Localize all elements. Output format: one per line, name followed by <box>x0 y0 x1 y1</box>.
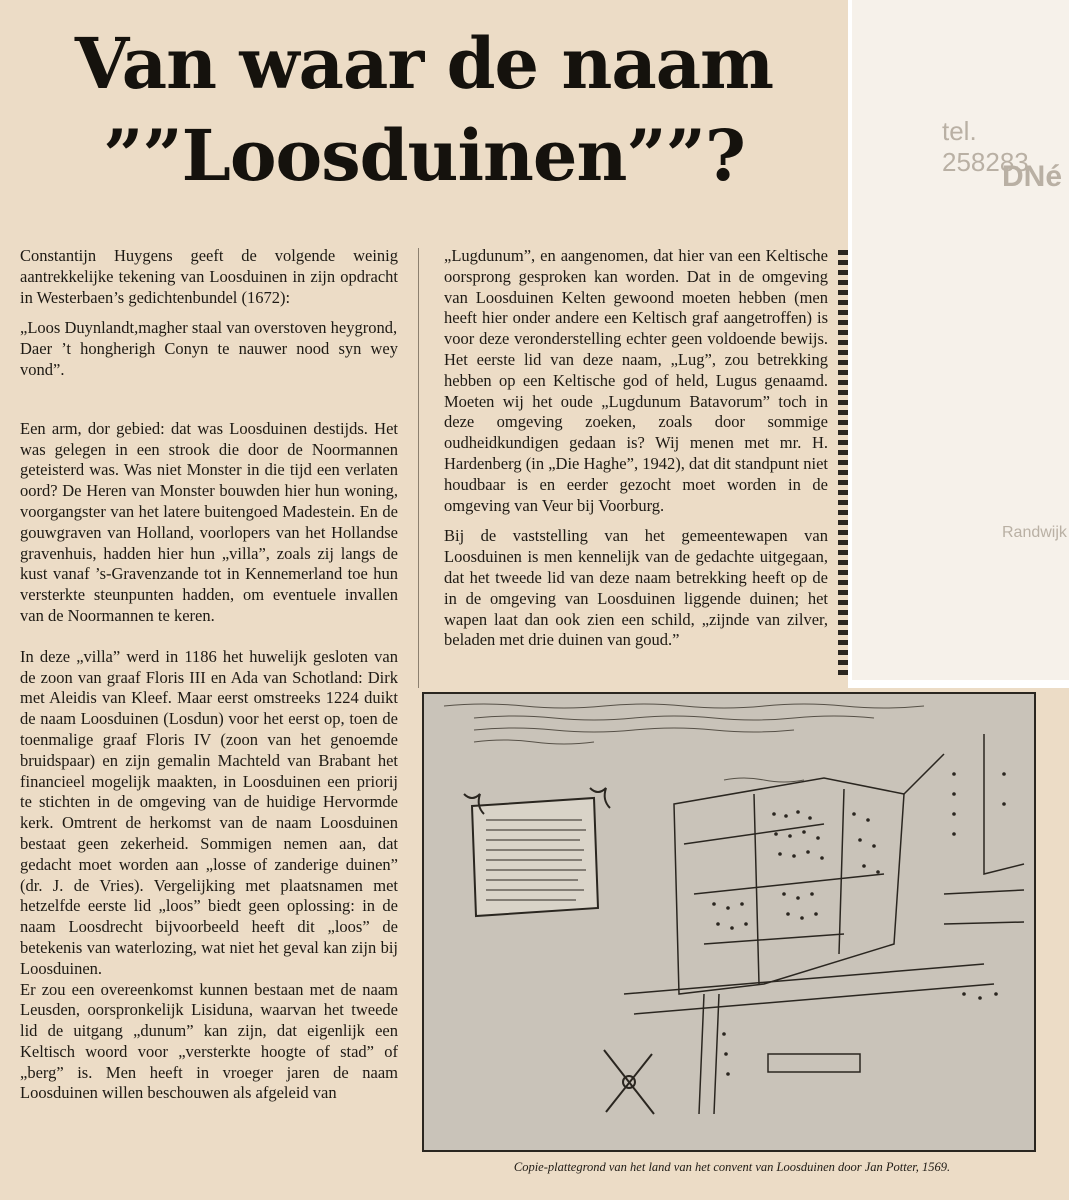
paragraph-3: Er zou een overeenkomst kunnen bestaan met de naam Leusden, oorspronkelijk Lisiduna, waarvan het tweede lid de uitgang „dunum” kan zijn, dat eigenlijk een Keltisch woord voor „versterkte hoogte of stad” of „berg” is. Men heeft in vroeger jaren de naam Loosduinen willen beschouwen als afgeleid van <box>20 979 398 1103</box>
right-paragraph-1: „Lugdunum”, en aangenomen, dat hier van een Keltische oorsprong gesproken kan worden. Dat in de omgeving van Loosduinen Kelten gewoond moeten hebben (men heeft hier onder andere een Keltisch graf aangetroffen) is voor deze veronderstelling echter geen voldoende bewijs. Het eerste lid van deze naam, „Lug”, zou betrekking hebben op een Keltische god of held, Lugus genaamd. Moeten wij het oude „Lugdunum Batavorum” toch in deze omgeving zoeken, zoals door sommige oudheidkundigen gedaan is? Wij menen met mr. H. Hardenberg (in „Die Haghe”, 1942), dat dit standpunt niet houdbaar is en eerder gezocht moet worden in de omgeving van Veur bij Voorburg. <box>444 246 828 515</box>
map-fields <box>624 734 1024 1114</box>
poem-line-2: Daer ’t hongherigh Conyn te nauwer nood syn wey vond”. <box>20 339 398 379</box>
bleed-name-fragment: DNé <box>1002 160 1063 193</box>
left-column <box>20 246 398 1104</box>
right-paragraph-2: Bij de vaststelling van het gemeentewapen van Loosduinen is men kennelijk van de gedachte uitgegaan, dat het tweede lid van deze naam betrekking heeft op de in de omgeving van Loosduinen liggende duinen; het wapen laat dan ook zien een schild, „zijnde van zilver, beladen met drie duinen van goud.” <box>444 526 828 650</box>
map-building <box>768 1054 860 1072</box>
map-compass-rose <box>604 1050 654 1114</box>
bleed-place-fragment: Randwijk <box>1002 524 1067 541</box>
historic-map-image <box>422 692 1036 1152</box>
paragraph-1: Een arm, dor gebied: dat was Loosduinen destijds. Het was gelegen in een strook die door de Noormannen geteisterd was. Was niet Monster in die tijd een verlaten oord? De Heren van Monster bouwden hier hun woning, voorgangster van het latere buitengoed Madestein. En de gouwgraven van Holland, voorlopers van het Hollandse gravenhuis, hadden hier hun „villa”, zoals zij langs de kust vanaf ’s-Gravenzande tot in Kennemerland toe hun versterkte steunpunten hadden, om eventuele invallen van de Noormannen te keren. <box>20 418 398 625</box>
column-divider <box>418 248 419 688</box>
map-caption: Copie-plattegrond van het land van het convent van Loosduinen door Jan Potter, 1569. <box>513 1160 951 1174</box>
poem-line-1: „Loos Duynlandt,magher staal van overstoven heygrond, <box>20 318 398 338</box>
headline-line-1: Van waar de naam <box>74 22 774 105</box>
map-scroll-cartouche <box>464 788 610 916</box>
map-drawing <box>424 694 1034 1150</box>
adjacent-clipping-bleed <box>852 0 1069 680</box>
headline-line-2: ””Loosduinen””? <box>103 114 745 197</box>
intro-paragraph: Constantijn Huygens geeft de volgende weinig aantrekkelijke tekening van Loosduinen in zijn opdracht in Westerbaen’s gedichtenbundel (1672): <box>20 246 398 307</box>
paragraph-2: In deze „villa” werd in 1186 het huwelijk gesloten van de zoon van graaf Floris III en Ada van Schotland: Dirk met Aleidis van Kleef. Maar eerst omstreeks 1224 duikt de naam Loosduinen (Losdun) voor het eerst op, toen de toenmalige graaf Floris IV (zoon van het genoemde bruidspaar) en zijn gemalin Machteld van Brabant het financieel mogelijk maakten, in Loosduinen een priorij te stichten in de omgeving van de huidige Hervormde kerk. Omtrent de herkomst van de naam Loosduinen bestaat geen zekerheid. Sommigen nemen aan, dat gedacht moet worden aan „losse of zanderige duinen” (dr. J. de Vries). Vergelijking met plaatsnamen met hetzelfde eerste lid „loos” biedt geen oplossing: in de naam Loosdrecht bijvoorbeeld heeft dit „loos” de betekenis van waterlozing, wat niet het geval kan zijn bij Loosduinen. <box>20 646 398 978</box>
map-handwriting <box>444 704 924 782</box>
bleed-phone-fragment: tel. 258283 <box>942 116 1029 177</box>
headline <box>0 18 848 202</box>
poem <box>20 318 398 380</box>
torn-edge <box>838 250 848 680</box>
right-column <box>444 246 828 651</box>
